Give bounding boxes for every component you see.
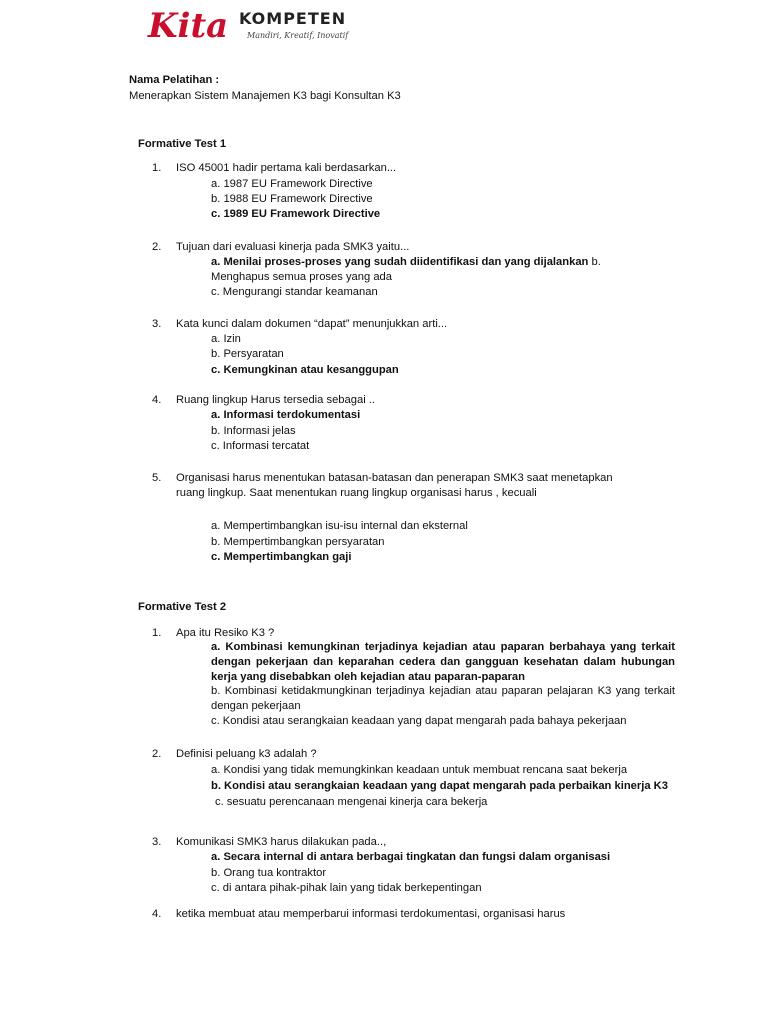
t1-q5-number: 5. xyxy=(152,472,162,484)
t1-q3-option-a: a. Izin xyxy=(211,333,241,345)
t1-q3-number: 3. xyxy=(152,318,162,330)
logo-tagline-text: Mandiri, Kreatif, Inovatif xyxy=(247,31,349,40)
t2-q3-text: Komunikasi SMK3 harus dilakukan pada.., xyxy=(176,836,387,848)
t2-q2-option-a: a. Kondisi yang tidak memungkinkan keadaan untuk membuat rencana saat bekerja xyxy=(211,764,628,776)
t1-q2-option-a-answer: a. Menilai proses-proses yang sudah diidentifikasi dan yang dijalankan xyxy=(211,256,589,268)
t2-q3-option-c: c. di antara pihak-pihak lain yang tidak berkepentingan xyxy=(211,882,482,894)
training-name-title: Menerapkan Sistem Manajemen K3 bagi Konsultan K3 xyxy=(129,90,401,102)
t1-q4-text: Ruang lingkup Harus tersedia sebagai .. xyxy=(176,394,376,406)
t2-q3-option-a-answer: a. Secara internal di antara berbagai tingkatan dan fungsi dalam organisasi xyxy=(211,851,611,863)
t2-q2-text: Definisi peluang k3 adalah ? xyxy=(176,748,317,760)
t1-q1-number: 1. xyxy=(152,162,162,174)
t1-q2-option-b-prefix: b. xyxy=(591,256,601,268)
training-name-label: Nama Pelatihan : xyxy=(129,74,220,86)
t1-q3-option-c-answer: c. Kemungkinan atau kesanggupan xyxy=(211,364,399,376)
t1-q5-text-line-2: ruang lingkup. Saat menentukan ruang lingkup organisasi harus , kecuali xyxy=(176,487,537,499)
t1-q2-option-c: c. Mengurangi standar keamanan xyxy=(211,286,378,298)
logo-script-text: Kita xyxy=(148,6,229,46)
t1-q2-number: 2. xyxy=(152,241,162,253)
t2-q3-option-b: b. Orang tua kontraktor xyxy=(211,867,327,879)
t1-q1-option-c-answer: c. 1989 EU Framework Directive xyxy=(211,208,381,220)
t2-q4-number: 4. xyxy=(152,908,162,920)
t1-q4-option-b: b. Informasi jelas xyxy=(211,425,296,437)
t2-q1-text: Apa itu Resiko K3 ? xyxy=(176,627,275,639)
t1-q5-option-b: b. Mempertimbangkan persyaratan xyxy=(211,536,385,548)
t1-q5-option-c-answer: c. Mempertimbangkan gaji xyxy=(211,551,352,563)
t2-q1-number: 1. xyxy=(152,627,162,639)
t1-q5-text-line-1: Organisasi harus menentukan batasan-batasan dan penerapan SMK3 saat menetapkan xyxy=(176,472,613,484)
t2-q3-number: 3. xyxy=(152,836,162,848)
t2-q1-option-a-answer: a. Kombinasi kemungkinan terjadinya kejadian atau paparan berbahaya yang terkait dengan pekerjaan dan keparahan cedera dan gangguan kesehatan dalam hubungan kerja yang disebabkan oleh kejadian atau paparan-paparan xyxy=(211,641,675,683)
t1-q2-option-b: Menghapus semua proses yang ada xyxy=(211,271,392,283)
t1-q3-text: Kata kunci dalam dokumen “dapat” menunjukkan arti... xyxy=(176,318,448,330)
t2-q1-option-b: b. Kombinasi ketidakmungkinan terjadinya kejadian atau paparan pelajaran K3 yang terkait dengan pekerjaan xyxy=(211,685,675,712)
t1-q4-option-c: c. Informasi tercatat xyxy=(211,440,310,452)
t1-q1-option-b: b. 1988 EU Framework Directive xyxy=(211,193,373,205)
t2-q2-option-c: c. sesuatu perencanaan mengenai kinerja cara bekerja xyxy=(215,796,488,808)
formative-test-1-heading: Formative Test 1 xyxy=(138,138,227,150)
t1-q4-number: 4. xyxy=(152,394,162,406)
t2-q4-text: ketika membuat atau memperbarui informasi terdokumentasi, organisasi harus xyxy=(176,908,566,920)
t1-q5-option-a: a. Mempertimbangkan isu-isu internal dan eksternal xyxy=(211,520,468,532)
t1-q1-text: ISO 45001 hadir pertama kali berdasarkan... xyxy=(176,162,397,174)
t2-q1-option-c: c. Kondisi atau serangkaian keadaan yang dapat mengarah pada bahaya pekerjaan xyxy=(211,715,627,727)
t1-q1-option-a: a. 1987 EU Framework Directive xyxy=(211,178,373,190)
t1-q4-option-a-answer: a. Informasi terdokumentasi xyxy=(211,409,361,421)
t2-q2-number: 2. xyxy=(152,748,162,760)
t1-q2-text: Tujuan dari evaluasi kinerja pada SMK3 yaitu... xyxy=(176,241,410,253)
t1-q3-option-b: b. Persyaratan xyxy=(211,348,284,360)
t1-q2-option-a-line xyxy=(211,255,601,270)
kita-kompeten-logo xyxy=(146,4,356,46)
t2-q2-option-b-answer: b. Kondisi atau serangkaian keadaan yang dapat mengarah pada perbaikan kinerja K3 xyxy=(211,780,668,792)
formative-test-2-heading: Formative Test 2 xyxy=(138,601,227,613)
logo-name-text: KOMPETEN xyxy=(239,9,347,28)
